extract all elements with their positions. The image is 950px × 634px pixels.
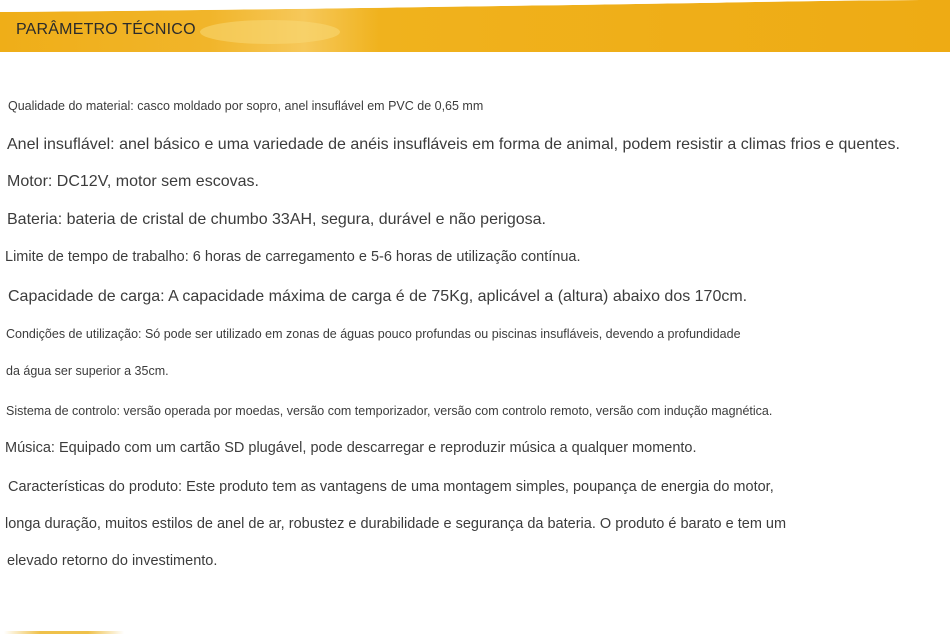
spec-material-quality: Qualidade do material: casco moldado por sopro, anel insuflável em PVC de 0,65 mm [8,99,484,113]
spec-load-capacity: Capacidade de carga: A capacidade máxima de carga é de 75Kg, aplicável a (altura) abaixo dos 170cm. [8,288,748,305]
spec-product-features-end: elevado retorno do investimento. [7,553,218,569]
header-band [0,0,950,52]
spec-usage-conditions: Condições de utilização: Só pode ser utilizado em zonas de águas pouco profundas ou piscinas insufláveis, devendo a profundidade [6,327,741,341]
page-title: PARÂMETRO TÉCNICO [16,21,196,38]
spec-control-system: Sistema de controlo: versão operada por moedas, versão com temporizador, versão com controlo remoto, versão com indução magnética. [6,404,773,418]
spec-work-time-limit: Limite de tempo de trabalho: 6 horas de carregamento e 5-6 horas de utilização contínua. [5,249,581,265]
spec-motor: Motor: DC12V, motor sem escovas. [7,173,259,190]
spec-usage-conditions-continued: da água ser superior a 35cm. [6,364,169,378]
spec-product-features: Características do produto: Este produto tem as vantagens de uma montagem simples, poupança de energia do motor, [8,479,774,495]
spec-inflatable-ring: Anel insuflável: anel básico e uma variedade de anéis insufláveis em forma de animal, podem resistir a climas frios e quentes. [7,136,900,153]
spec-music: Música: Equipado com um cartão SD plugável, pode descarregar e reproduzir música a qualquer momento. [5,440,697,456]
spec-product-features-continued: longa duração, muitos estilos de anel de ar, robustez e durabilidade e segurança da bateria. O produto é barato e tem um [5,516,787,532]
spec-battery: Bateria: bateria de cristal de chumbo 33AH, segura, durável e não perigosa. [7,211,546,228]
